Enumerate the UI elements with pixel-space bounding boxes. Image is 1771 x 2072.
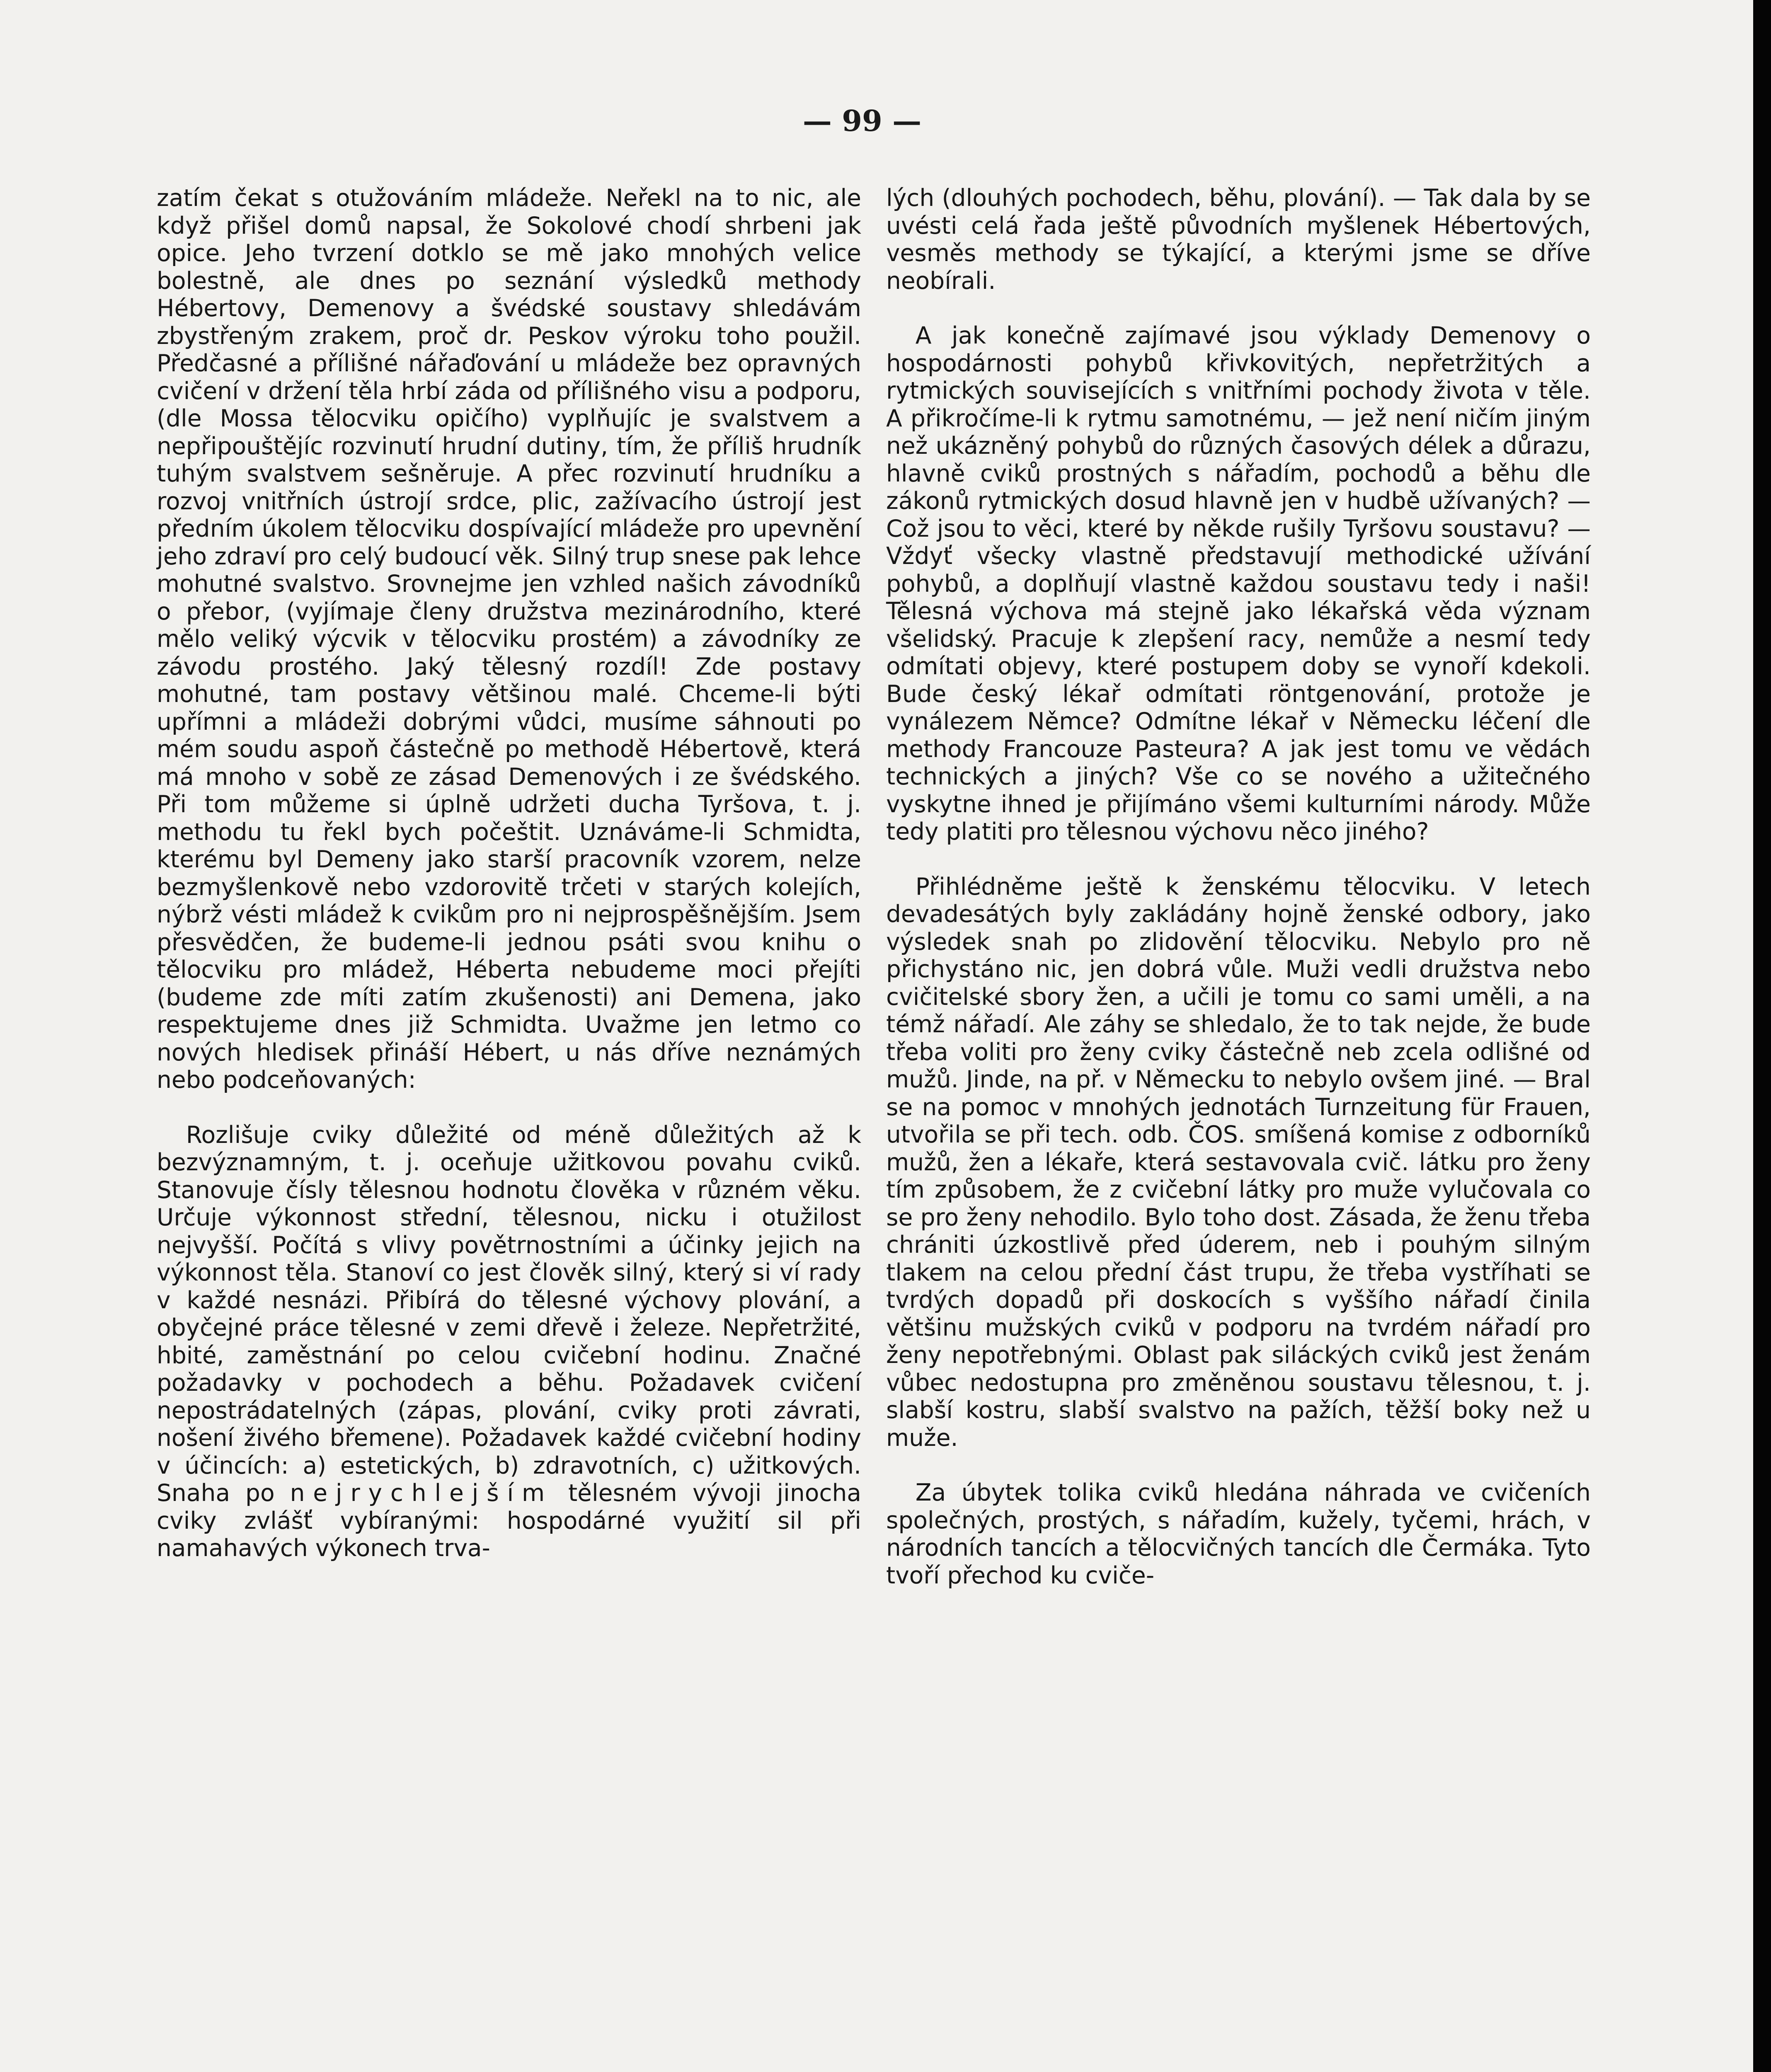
left-column bbox=[157, 184, 861, 1590]
paragraph-text: zatím čekat s otužováním mládeže. Neřekl na to nic, ale když přišel domů napsal, že Sokolové chodí shrbeni jak opice. Jeho tvrzení dotklo se mě jako mnohých velice bolestně, ale dnes po seznání výsledků methody Hébertovy, Demenovy a švédské soustavy shledávám zbystřeným zrakem, proč dr. Peskov výroku toho použil. Předčasné a přílišné nářaďování u mládeže bez opravných cvičení v držení těla hrbí záda od přílišného visu a podporu, (dle Mossa tělocviku opičího) vyplňujíc je svalstvem a nepřipouštějíc rozvinutí hrudní dutiny, tím, že příliš hrudník tuhým svalstvem sešněruje. A přec rozvinutí hrudníku a rozvoj vnitřních ústrojí srdce, plic, zažívacího ústrojí jest předním úkolem tělocviku dospívající mládeže pro upevnění jeho zdraví pro celý budoucí věk. Silný trup snese pak lehce mohutné svalstvo. Srovnejme jen vzhled našich závodníků o přebor, (vyjímaje členy družstva mezinárodního, které mělo veliký výcvik v tělocviku prostém) a závodníky ze závodu prostého. Jaký tělesný rozdíl! Zde postavy mohutné, tam postavy většinou malé. Chceme-li býti upřímni a mládeži dobrými vůdci, musíme sáhnouti po mém soudu aspoň částečně po methodě Hébertově, která má mnoho v sobě ze zásad Demenových i ze švédského. Při tom můžeme si úplně udržeti ducha Tyršova, t. j. methodu tu řekl bych počeštit. Uznáváme-li Schmidta, kterému byl Demeny jako starší pracovník vzorem, nelze bezmyšlenkově nebo vzdorovitě trčeti v starých kolejích, nýbrž vésti mládež k cvikům pro ni nejprospěšnějším. Jsem přesvědčen, že budeme-li jednou psáti svou knihu o tělocviku pro mládež, Héberta nebudeme moci přejíti (budeme zde míti zatím zkušenosti) ani Demena, jako respektujeme dnes již Schmidta. Uvažme jen letmo co nových hledisek přináší Hébert, u nás dříve neznámých nebo podceňovaných: bbox=[157, 184, 861, 1094]
paragraph: Přihlédněme ještě k ženskému tělocviku. V letech devadesátých byly zakládány hojně ženské odbory, jako výsledek snah po zlidovění tělocviku. Nebylo pro ně přichystáno nic, jen dobrá vůle. Muži vedli družstva nebo cvičitelské sbory žen, a učili je tomu co sami uměli, a na témž nářadí. Ale záhy se shledalo, že to tak nejde, že bude třeba voliti pro ženy cviky částečně neb zcela odlišné od mužů. Jinde, na př. v Německu to nebylo ovšem jiné. — Bral se na pomoc v mnohých jednotách Turnzeitung für Frauen, utvořila se při tech. odb. ČOS. smíšená komise z odborníků mužů, žen a lékaře, která sestavovala cvič. látku pro ženy tím způsobem, že z cvičební látky pro muže vylučovala co se pro ženy nehodilo. Bylo toho dost. Zásada, že ženu třeba chrániti úzkostlivě před úderem, neb i pouhým silným tlakem na celou přední část trupu, že třeba vystříhati se tvrdých dopadů při doskocích s vyššího nářadí činila většinu mužských cviků v podporu na tvrdém nářadí pro ženy nepotřebnými. Oblast pak siláckých cviků jest ženám vůbec nedostupna pro změněnou soustavu tělesnou, t. j. slabší kostru, slabší svalstvo na pažích, těžší boky než u muže. bbox=[886, 873, 1591, 1452]
paragraph: lých (dlouhých pochodech, běhu, plování). — Tak dala by se uvésti celá řada ještě původních myšlenek Hébertových, vesměs methody se týkající, a kterými jsme se dříve neobírali. bbox=[886, 184, 1591, 295]
paragraph: A jak konečně zajímavé jsou výklady Demenovy o hospodárnosti pohybů křivkovitých, nepřetržitých a rytmických souvisejících s vnitřními pochody života v těle. A přikročíme-li k rytmu samotnému, — jež není ničím jiným než ukázněný pohybů do různých časových délek a důrazu, hlavně cviků prostných s nářadím, pochodů a běhu dle zákonů rytmických dosud hlavně jen v hudbě užívaných? — Což jsou to věci, které by někde rušily Tyršovu soustavu? — Vždyť všecky vlastně představují methodické užívání pohybů, a doplňují vlastně každou soustavu tedy i naši! Tělesná výchova má stejně jako lékařská věda význam všelidský. Pracuje k zlepšení racy, nemůže a nesmí tedy odmítati objevy, které postupem doby se vynoří kdekoli. Bude český lékař odmítati röntgenování, protože je vynálezem Němce? Odmítne lékař v Německu léčení dle methody Francouze Pasteura? A jak jest tomu ve vědách technických a jiných? Vše co se nového a užitečného vyskytne ihned je přijímáno všemi kulturními národy. Může tedy platiti pro tělesnou výchovu něco jiného? bbox=[886, 322, 1591, 845]
paragraph-text: Rozlišuje cviky důležité od méně důležitých až k bezvýznamným, t. j. oceňuje užitkovou povahu cviků. Stanovuje čísly tělesnou hodnotu člověka v různém věku. Určuje výkonnost střední, tělesnou, nicku i otužilost nejvyšší. Počítá s vlivy povětrnostními a účinky jejich na výkonnost těla. Stanoví co jest člověk silný, který si ví rady v každé nesnázi. Přibírá do tělesné výchovy plování, a obyčejné práce tělesné v zemi dřevě i železe. Nepřetržité, hbité, zaměstnání po celou cvičební hodinu. Značné požadavky v pochodech a běhu. Požadavek cvičení nepostrádatelných (zápas, plování, cviky proti závrati, nošení živého břemene). Požadavek každé cvičební hodiny v účincích: a) estetických, b) zdravotních, c) užitkových. Snaha po bbox=[157, 1121, 861, 1507]
paragraph: Za úbytek tolika cviků hledána náhrada ve cvičeních společných, prostých, s nářadím, kužely, tyčemi, hrách, v národních tancích a tělocvičných tancích dle Čermáka. Tyto tvoří přechod ku cviče- bbox=[886, 1479, 1591, 1589]
paragraph bbox=[157, 184, 861, 1094]
emphasized-word: nejrychlejším bbox=[290, 1479, 553, 1507]
right-column bbox=[886, 184, 1591, 1617]
paragraph bbox=[157, 1121, 861, 1562]
paragraph-text: tělesném vývoji jinocha cviky zvlášť vybíranými: hospodárné využití sil při namahavých výkonech trva- bbox=[157, 1479, 861, 1562]
page-number: — 99 — bbox=[802, 104, 922, 138]
scan-edge bbox=[1753, 0, 1771, 2072]
